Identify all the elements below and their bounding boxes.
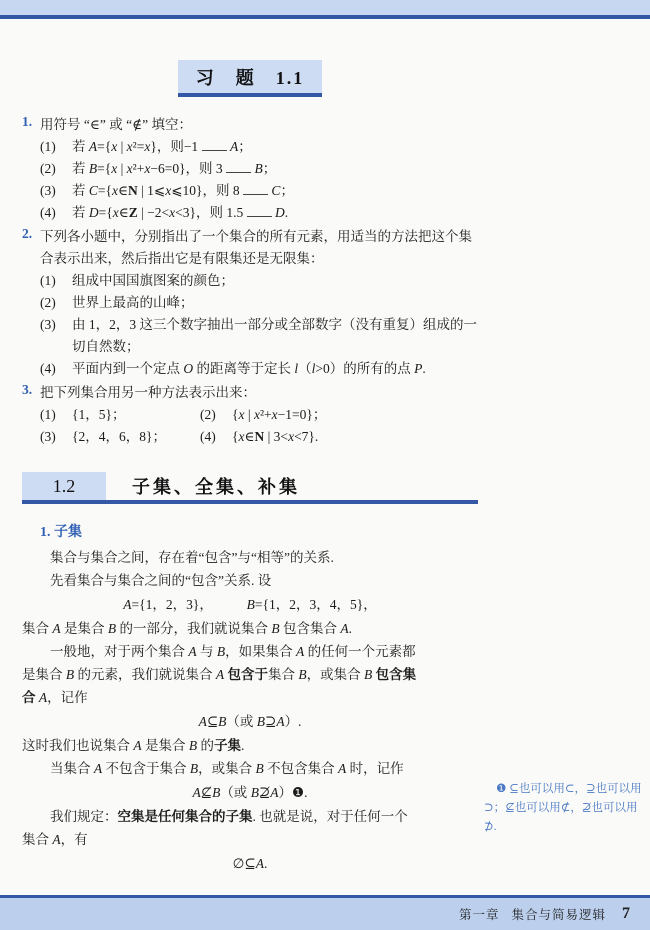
formula-line: A⊆B（或 B⊇A）.: [198, 714, 302, 729]
exercise-subitem-row: [40, 426, 478, 448]
formula-line: A={1，2，3}， B={1，2，3，4，5}，: [123, 597, 377, 612]
section-body: [22, 546, 478, 875]
subitem-text: 若 D={x∈Z | −2<x<3}，则 1.5 D.: [72, 205, 289, 220]
exercise-number: 3.: [22, 382, 33, 397]
exercise-header: [22, 60, 478, 97]
exercise-subitem: [200, 426, 478, 448]
subitem-marker: (3): [40, 429, 56, 444]
subitem-marker: (2): [40, 161, 56, 176]
exercise-intro: 用符号 “∈” 或 “∉” 填空：: [40, 117, 192, 132]
top-band: [0, 0, 650, 15]
formula-line: A⊈B（或 B⊉A）❶.: [192, 785, 308, 800]
subitem-text: {x | x²+x−1=0}；: [232, 407, 327, 422]
exercise-subitem: [40, 404, 200, 426]
body-line: 一般地，对于两个集合 A 与 B，如果集合 A 的任何一个元素都: [50, 644, 416, 659]
exercise-subitem: [40, 136, 478, 158]
exercise-number: 2.: [22, 226, 33, 241]
body-line: 先看集合与集合之间的“包含”关系. 设: [50, 573, 272, 588]
footer-book-title: 集合与简易逻辑: [511, 908, 606, 922]
exercise-item-1: [22, 114, 478, 224]
exercise-subitem: [40, 314, 478, 358]
exercise-item-3: [22, 382, 478, 448]
body-line: 集合 A 是集合 B 的一部分，我们就说集合 B 包含集合 A.: [22, 621, 352, 636]
exercise-intro: 把下列集合用另一种方法表示出来：: [40, 385, 256, 400]
exercise-subitem: [40, 180, 478, 202]
subitem-text: 平面内到一个定点 O 的距离等于定长 l（l>0）的所有的点 P.: [72, 361, 426, 376]
exercise-item-2: [22, 226, 478, 380]
exercise-subitem: [40, 158, 478, 180]
subitem-marker: (3): [40, 317, 56, 332]
subitem-marker: (4): [40, 361, 56, 376]
section-header: [22, 472, 478, 504]
exercise-intro: 下列各小题中，分别指出了一个集合的所有元素，用适当的方法把这个集 合表示出来，然后指出它是有限集还是无限集：: [40, 229, 472, 266]
subitem-text: {x∈N | 3<x<7}.: [232, 429, 319, 444]
exercise-number: 1.: [22, 114, 33, 129]
exercise-subitem: [40, 202, 478, 224]
exercise-list: [22, 114, 478, 448]
exercise-subitem: [200, 404, 478, 426]
subitem-marker: (1): [40, 407, 56, 422]
subitem-text: {1，5}；: [72, 407, 126, 422]
footer-page-number: 7: [622, 905, 630, 922]
exercise-subitem-row: [40, 404, 478, 426]
subitem-marker: (1): [40, 273, 56, 288]
subitem-text: 若 A={x | x²=x}，则−1 A；: [72, 139, 252, 154]
subitem-marker: (2): [40, 295, 56, 310]
subitem-marker: (4): [40, 205, 56, 220]
exercise-subitem: [40, 270, 478, 292]
body-line: 当集合 A 不包含于集合 B，或集合 B 不包含集合 A 时，记作: [50, 761, 404, 776]
subitem-marker: (3): [40, 183, 56, 198]
margin-footnote: ❶ ⊆也可以用⊂，⊇也可以用⊃；⊈也可以用⊄，⊉也可以用⊅.: [484, 783, 642, 833]
subitem-marker: (1): [40, 139, 56, 154]
formula-line: ∅⊆A.: [232, 856, 268, 871]
subitem-marker: (2): [200, 407, 216, 422]
body-line: 我们规定：空集是任何集合的子集. 也就是说，对于任何一个: [50, 809, 408, 824]
subsection-heading: 1. 子集: [40, 525, 82, 540]
body-line: 合 A，记作: [22, 690, 88, 705]
subitem-text: 由 1，2，3 这三个数字抽出一部分或全部数字（没有重复）组成的一 切自然数；: [72, 317, 477, 354]
subitem-text: {2，4，6，8}；: [72, 429, 166, 444]
body-line: 是集合 B 的元素，我们就说集合 A 包含于集合 B，或集合 B 包含集: [22, 667, 417, 682]
exercise-subitem: [40, 426, 200, 448]
subitem-marker: (4): [200, 429, 216, 444]
footer-chapter: 第一章: [458, 908, 500, 922]
section-number: 1.2: [22, 472, 106, 500]
page-content: [22, 19, 478, 876]
exercise-subitem: [40, 292, 478, 314]
section-title: 子集、全集、补集: [132, 477, 300, 497]
subitem-text: 世界上最高的山峰；: [72, 295, 194, 310]
footer: [0, 898, 650, 930]
subitem-text: 组成中国国旗图案的颜色；: [72, 273, 234, 288]
body-line: 这时我们也说集合 A 是集合 B 的子集.: [22, 738, 245, 753]
exercise-header-label: 习 题 1.1: [178, 60, 323, 97]
exercise-subitem: [40, 358, 478, 380]
body-line: 集合 A，有: [22, 832, 88, 847]
body-line: 集合与集合之间，存在着“包含”与“相等”的关系.: [50, 550, 334, 565]
subitem-text: 若 C={x∈N | 1⩽x⩽10}，则 8 C；: [72, 183, 294, 198]
subitem-text: 若 B={x | x²+x−6=0}，则 3 B；: [72, 161, 277, 176]
